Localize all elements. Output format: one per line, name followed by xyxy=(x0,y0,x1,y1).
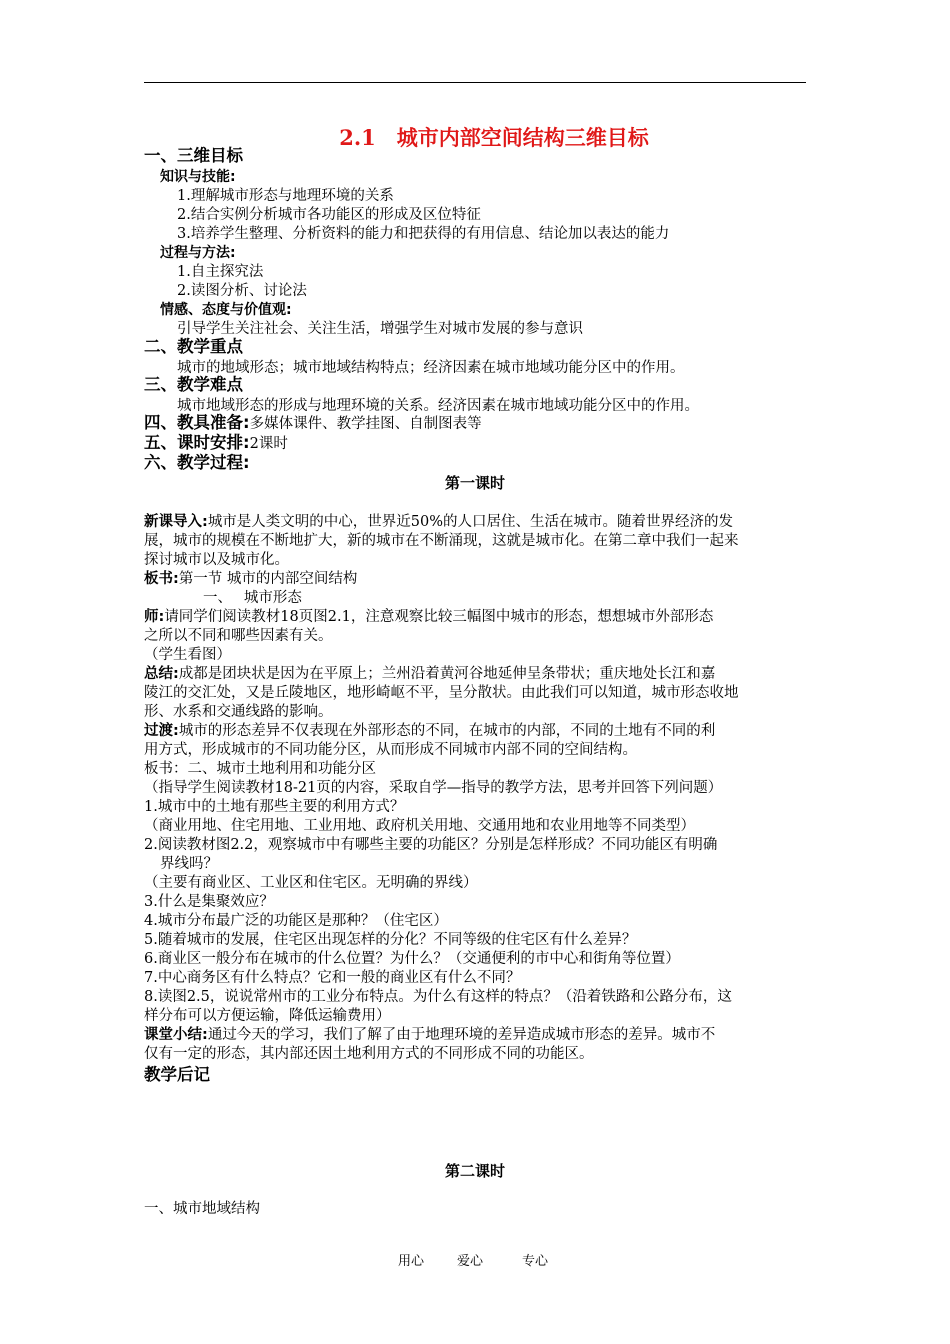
question-2-line-2: 界线吗？ xyxy=(160,856,218,872)
class-summary-line-2: 仅有一定的形态，其内部还因土地利用方式的不同形成不同的功能区。 xyxy=(144,1046,594,1062)
list-item: 1.自主探究法 xyxy=(177,264,264,280)
footer-text: 爱心 xyxy=(457,1254,484,1269)
section-text-5: 2课时 xyxy=(249,436,288,452)
section-heading-4: 四、教具准备: xyxy=(144,413,250,432)
summary-label: 总结: xyxy=(144,666,179,682)
section-text-4: 多媒体课件、教学挂图、自制图表等 xyxy=(249,416,482,432)
answer-1: （商业用地、住宅用地、工业用地、政府机关用地、交通用地和农业用地等不同类型） xyxy=(144,818,695,834)
section-heading-5: 五、课时安排: xyxy=(144,433,250,452)
summary-line-2: 陵江的交汇处，又是丘陵地区，地形崎岖不平，呈分散状。由此我们可以知道，城市形态收地 xyxy=(144,685,739,701)
question-1: 1.城市中的土地有那些主要的利用方式？ xyxy=(144,799,405,815)
lesson-1-heading: 第一课时 xyxy=(444,474,505,492)
section-line-5 xyxy=(144,434,288,453)
teacher-line-1 xyxy=(144,608,713,626)
lesson-2-heading: 第二课时 xyxy=(444,1162,505,1180)
teacher-label: 师: xyxy=(144,609,165,625)
header-rule xyxy=(144,82,806,83)
intro-line-2: 展，城市的规模在不断地扩大，新的城市在不断涌现，这就是城市化。在第二章中我们一起来 xyxy=(144,533,739,549)
question-4: 4.城市分布最广泛的功能区是那种？（住宅区） xyxy=(144,913,448,929)
question-5: 5.随着城市的发展，住宅区出现怎样的分化？不同等级的住宅区有什么差异？ xyxy=(144,932,637,948)
answer-2: （主要有商业区、工业区和住宅区。无明确的界线） xyxy=(144,875,478,891)
question-8-line-2: 样分布可以方便运输，降低运输费用） xyxy=(144,1008,391,1024)
summary-text: 成都是团块状是因为在平原上；兰州沿着黄河谷地延伸呈条带状；重庆地处长江和嘉 xyxy=(178,666,716,682)
question-6: 6.商业区一般分布在城市的什么位置？为什么？（交通便利的市中心和街角等位置） xyxy=(144,951,680,967)
transition-label: 过渡: xyxy=(144,723,179,739)
class-summary-line-1 xyxy=(144,1026,715,1044)
section-heading-2: 二、教学重点 xyxy=(144,337,243,356)
paragraph: 城市的地域形态；城市地域结构特点；经济因素在城市地域功能分区中的作用。 xyxy=(177,360,685,376)
guide-note: （指导学生阅读教材18-21页的内容，采取自学—指导的教学方法，思考并回答下列问题） xyxy=(144,780,723,796)
subheading-knowledge: 知识与技能: xyxy=(160,169,236,185)
question-3: 3.什么是集聚效应？ xyxy=(144,894,274,910)
intro-line-1 xyxy=(144,513,733,531)
question-8-line-1: 8.读图2.5，说说常州市的工业分布特点。为什么有这样的特点？（沿着铁路和公路分布，这 xyxy=(144,989,732,1005)
paragraph: 城市地域形态的形成与地理环境的关系。经济因素在城市地域功能分区中的作用。 xyxy=(177,398,699,414)
class-summary-label: 课堂小结: xyxy=(144,1027,208,1043)
teacher-line-2: 之所以不同和哪些因素有关。 xyxy=(144,628,333,644)
section-line-4 xyxy=(144,414,482,433)
footer-text: 用心 xyxy=(398,1254,425,1269)
transition-line-2: 用方式，形成城市的不同功能分区，从而形成不同城市内部不同的空间结构。 xyxy=(144,742,637,758)
intro-text: 城市是人类文明的中心，世界近50%的人口居住、生活在城市。随着世界经济的发 xyxy=(207,514,734,530)
subheading-attitude: 情感、态度与价值观: xyxy=(160,302,292,318)
list-item: 2.结合实例分析城市各功能区的形成及区位特征 xyxy=(177,207,481,223)
intro-label: 新课导入: xyxy=(144,514,208,530)
section-heading-3: 三、教学难点 xyxy=(144,375,243,394)
summary-line-1 xyxy=(144,665,715,683)
transition-text: 城市的形态差异不仅表现在外部形态的不同，在城市的内部，不同的土地有不同的利 xyxy=(178,723,716,739)
summary-line-3: 形、水系和交通线路的影响。 xyxy=(144,704,333,720)
board-subheading: 一、 城市形态 xyxy=(203,590,302,606)
page-title: 2.1 城市内部空间结构三维目标 xyxy=(339,125,649,150)
board-line-2: 板书：二、城市土地利用和功能分区 xyxy=(144,761,376,777)
section-heading-1: 一、三维目标 xyxy=(144,146,243,165)
question-7: 7.中心商务区有什么特点？它和一般的商业区有什么不同？ xyxy=(144,970,521,986)
paragraph: 引导学生关注社会、关注生活，增强学生对城市发展的参与意识 xyxy=(177,321,583,337)
transition-line-1 xyxy=(144,722,715,740)
afternote-heading: 教学后记 xyxy=(144,1065,210,1084)
board-line-1 xyxy=(144,570,357,588)
subheading-process: 过程与方法: xyxy=(160,245,236,261)
board-text: 第一节 城市的内部空间结构 xyxy=(178,571,358,587)
teacher-text: 请同学们阅读教材18页图2.1，注意观察比较三幅图中城市的形态，想想城市外部形态 xyxy=(164,609,714,625)
list-item: 2.读图分析、讨论法 xyxy=(177,283,307,299)
footer-text: 专心 xyxy=(522,1254,549,1269)
class-summary-text: 通过今天的学习，我们了解了由于地理环境的差异造成城市形态的差异。城市不 xyxy=(207,1027,716,1043)
lesson-2-item-1: 一、城市地域结构 xyxy=(144,1201,260,1217)
list-item: 1.理解城市形态与地理环境的关系 xyxy=(177,188,394,204)
section-heading-6: 六、教学过程: xyxy=(144,453,250,472)
list-item: 3.培养学生整理、分析资料的能力和把获得的有用信息、结论加以表达的能力 xyxy=(177,226,670,242)
question-2-line-1: 2.阅读教材图2.2，观察城市中有哪些主要的功能区？分别是怎样形成？不同功能区有明确 xyxy=(144,837,718,853)
students-note: （学生看图） xyxy=(144,647,231,663)
board-label: 板书: xyxy=(144,571,179,587)
intro-line-3: 探讨城市以及城市化。 xyxy=(144,552,289,568)
